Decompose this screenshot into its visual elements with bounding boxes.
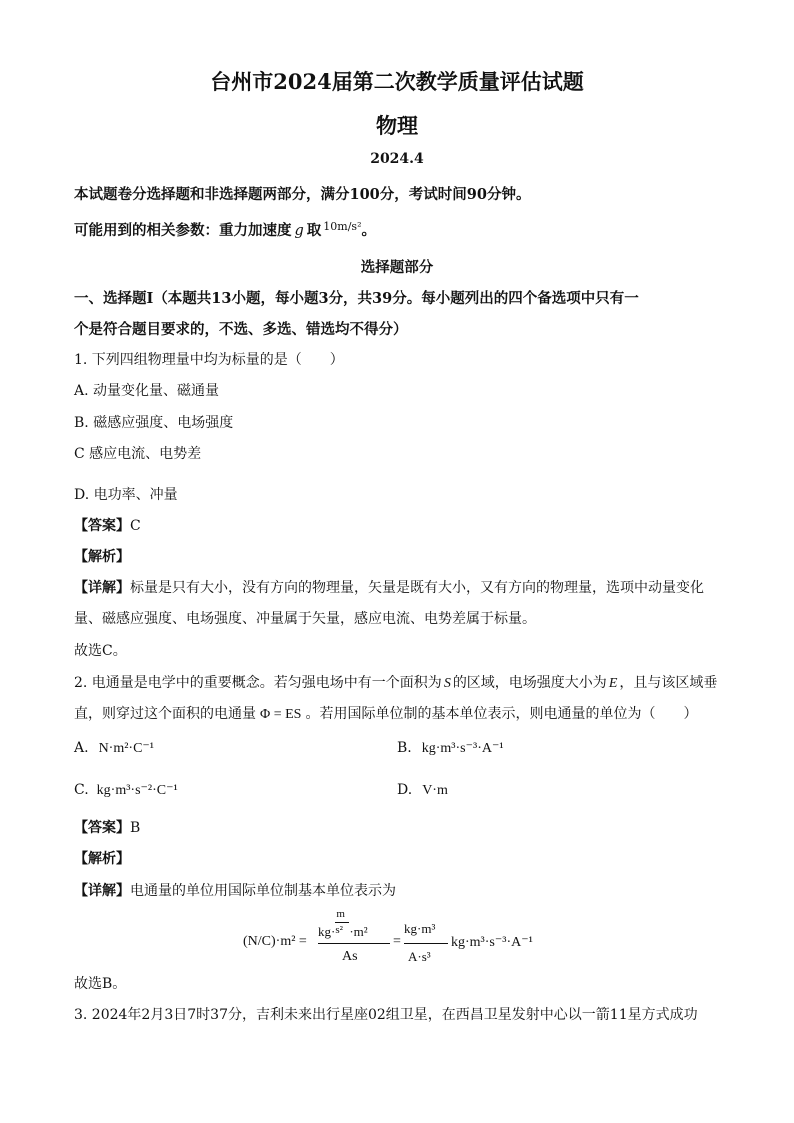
q1-option-a: A. 动量变化量、磁通量 xyxy=(74,383,220,399)
params-take: 取 xyxy=(306,222,322,239)
q2-option-c xyxy=(74,782,178,799)
q1-detail-line1 xyxy=(74,577,704,597)
formula-den1: As xyxy=(342,949,358,964)
option-label: D. xyxy=(397,782,413,798)
detail-tag: 【详解】 xyxy=(74,580,130,596)
page-title: 台州市2024届第二次教学质量评估试题 xyxy=(210,69,584,94)
q2-var-e: E xyxy=(608,676,618,691)
q2-option-d xyxy=(397,782,448,799)
q1-option-d: D. 电功率、冲量 xyxy=(74,487,178,503)
exam-date: 2024.4 xyxy=(370,151,424,167)
inner-den: s² xyxy=(335,924,343,936)
formula-eq2: = xyxy=(393,934,401,949)
param-g: g xyxy=(294,223,304,239)
option-value: kg·m³·s⁻²·C⁻¹ xyxy=(96,783,178,798)
part1-heading-line1: 一、选择题Ⅰ（本题共13小题，每小题3分，共39分。每小题列出的四个备选项中只有一 xyxy=(74,290,639,307)
detail-text: 标量是只有大小，没有方向的物理量，矢量是既有大小，又有方向的物理量，选项中动量变化 xyxy=(130,580,704,596)
analysis-tag: 【解析】 xyxy=(74,549,130,565)
section-title: 选择题部分 xyxy=(360,259,434,276)
q1-analysis xyxy=(74,546,130,566)
q2-conclusion: 故选B。 xyxy=(74,976,127,992)
q2-answer xyxy=(74,817,140,837)
option-label: B. xyxy=(397,740,412,756)
intro-line: 本试题卷分选择题和非选择题两部分，满分100分，考试时间90分钟。 xyxy=(74,186,531,203)
part1-heading-line2: 个是符合题目要求的，不选、多选、错选均不得分） xyxy=(74,321,408,338)
q2-var-s: S xyxy=(443,676,451,691)
q2-option-a xyxy=(74,740,154,757)
option-value: N·m²·C⁻¹ xyxy=(98,741,155,756)
formula-rhs: kg·m³·s⁻³·A⁻¹ xyxy=(451,935,533,950)
inner-fraction xyxy=(335,908,349,944)
fraction-line-1 xyxy=(318,943,390,944)
answer-tag: 【答案】 xyxy=(74,820,130,836)
detail-text: 电通量的单位用国际单位制基本单位表示为 xyxy=(130,883,396,899)
q2-analysis xyxy=(74,848,130,868)
detail-tag: 【详解】 xyxy=(74,883,130,899)
answer-value: B xyxy=(130,820,141,836)
analysis-tag: 【解析】 xyxy=(74,851,130,867)
option-label: C. xyxy=(74,782,89,798)
q2-stem-text-c: ，且与该区域垂 xyxy=(619,675,718,691)
q2-stem-line1 xyxy=(74,672,717,692)
option-label: A. xyxy=(74,740,89,756)
option-value: V·m xyxy=(422,783,448,798)
answer-value: C xyxy=(130,518,141,534)
num1-kg: kg· xyxy=(318,924,336,939)
formula-lhs: (N/C)·m² = xyxy=(243,934,307,949)
q2-detail-line1 xyxy=(74,880,396,900)
q1-option-c: C 感应电流、电势差 xyxy=(74,446,202,462)
formula-num2: kg·m³ xyxy=(404,921,436,936)
q1-stem: 1. 下列四组物理量中均为标量的是（ ） xyxy=(74,352,344,368)
q2-stem-text-d: 直，则穿过这个面积的电通量 xyxy=(74,706,256,722)
q1-detail-line2: 量、磁感应强度、电场强度、冲量属于矢量，感应电流、电势差属于标量。 xyxy=(74,611,536,627)
num1-m2: ·m² xyxy=(349,924,368,939)
fraction-line-2 xyxy=(404,943,448,944)
inner-num: m xyxy=(336,908,345,920)
params-line xyxy=(74,219,376,240)
q2-stem-text-a: 2. 电通量是电学中的重要概念。若匀强电场中有一个面积为 xyxy=(74,675,442,691)
subject-title: 物理 xyxy=(376,113,418,138)
answer-tag: 【答案】 xyxy=(74,518,130,534)
q1-conclusion: 故选C。 xyxy=(74,643,127,659)
formula-num1 xyxy=(318,908,368,944)
param-value: 10m/s² xyxy=(323,220,362,233)
q3-stem-line1: 3. 2024年2月3日7时37分，吉利未来出行星座02组卫星，在西昌卫星发射中心以一箭11星方式成功 xyxy=(74,1007,698,1023)
params-text: 可能用到的相关参数：重力加速度 xyxy=(74,222,292,239)
formula-den2: A·s³ xyxy=(408,949,431,964)
inner-line xyxy=(335,922,349,923)
q2-formula: Φ = ES xyxy=(260,707,302,722)
params-end: 。 xyxy=(361,222,376,239)
q2-stem-text-e: 。若用国际单位制的基本单位表示，则电通量的单位为（ ） xyxy=(305,706,698,722)
q1-option-b: B. 磁感应强度、电场强度 xyxy=(74,415,234,431)
q1-answer xyxy=(74,515,141,535)
q2-stem-line2 xyxy=(74,703,697,723)
option-value: kg·m³·s⁻³·A⁻¹ xyxy=(421,741,504,756)
q2-stem-text-b: 的区域，电场强度大小为 xyxy=(452,675,607,691)
q2-option-b xyxy=(397,740,504,757)
